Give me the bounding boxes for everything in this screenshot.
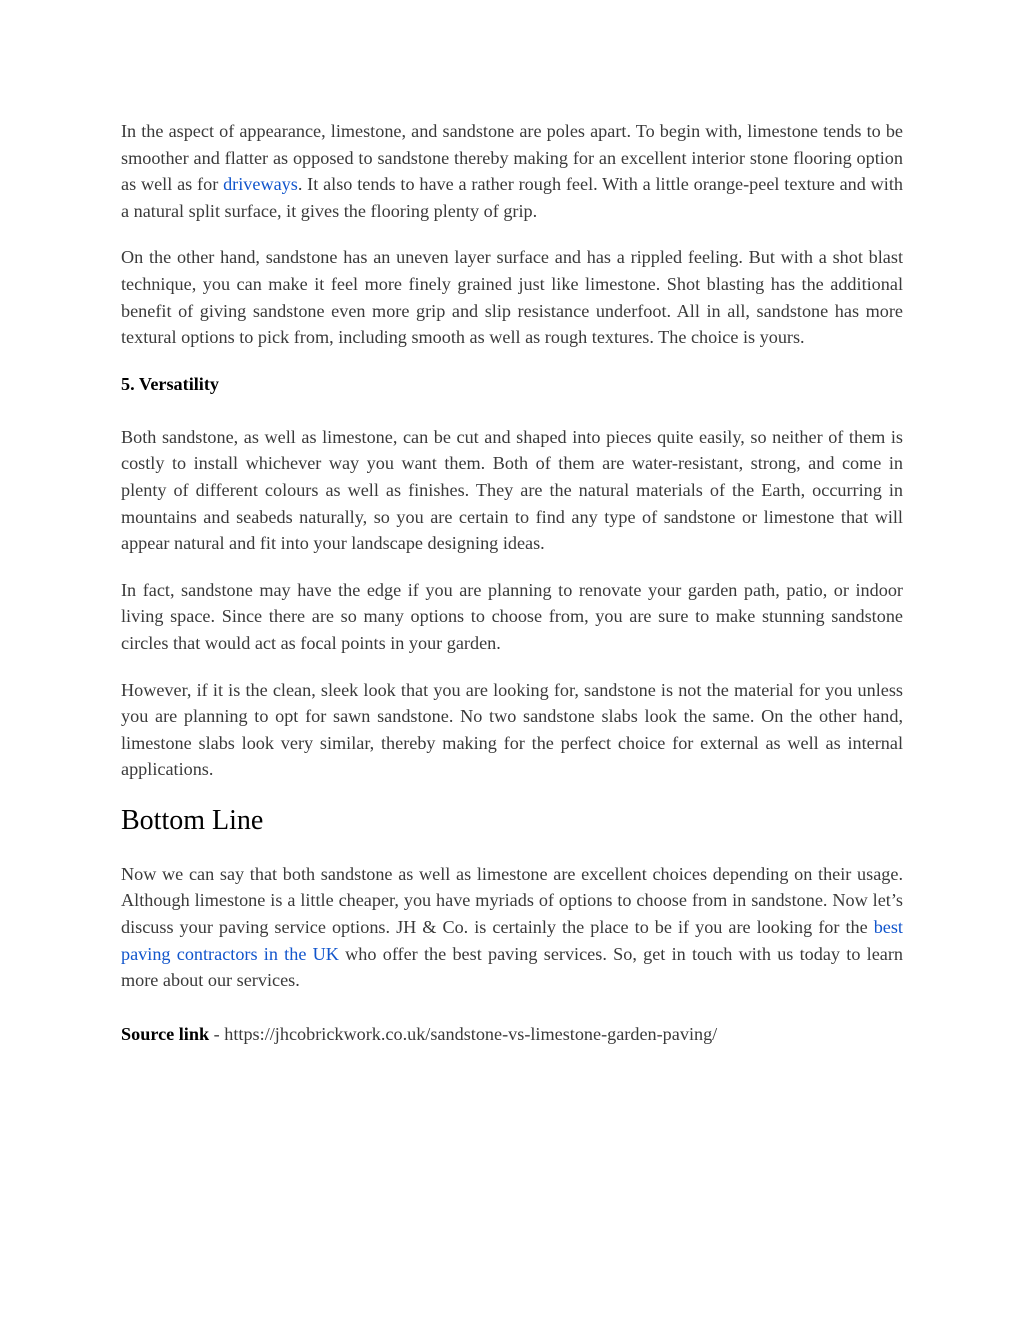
appearance-paragraph-1-text-end: . It also tends to have a rather rough feel. With a little orange-peel texture and with a natural split surface, it gives the flooring plenty of grip. [121, 174, 903, 221]
source-url[interactable]: https://jhcobrickwork.co.uk/sandstone-vs-limestone-garden-paving/ [224, 1023, 718, 1044]
bottom-line-text-start: Now we can say that both sandstone as well as limestone are excellent choices depending on their usage. Although limestone is a little cheaper, you have myriads of options to choose from in sandstone. Now let’s discuss your paving service options. JH & Co. is certainly the place to be if you are looking for the [121, 863, 903, 938]
source-separator: - [209, 1023, 225, 1044]
source-line [121, 1021, 903, 1048]
versatility-paragraph-1: Both sandstone, as well as limestone, can be cut and shaped into pieces quite easily, so neither of them is costly to install whichever way you want them. Both of them are water-resistant, strong, and come in plenty of different colours as well as finishes. They are the natural materials of the Earth, occurring in mountains and seabeds naturally, so you are certain to find any type of sandstone or limestone that will appear natural and fit into your landscape designing ideas. [121, 426, 903, 554]
bottom-line-text-end: who offer the best paving services. So, get in touch with us today to learn more about our services. [121, 943, 904, 991]
document-page [121, 118, 903, 1047]
paving-contractors-link[interactable]: best paving contractors in the UK [121, 917, 903, 964]
appearance-paragraph-2: On the other hand, sandstone has an uneven layer surface and has a rippled feeling. But with a shot blast technique, you can make it feel more finely grained just like limestone. Shot blasting has the additional benefit of giving sandstone even more grip and slip resistance underfoot. All in all, sandstone has more textural options to pick from, including smooth as well as rough textures. The choice is yours. [121, 247, 903, 348]
appearance-paragraph-1-text-start: In the aspect of appearance, limestone, and sandstone are poles apart. To begin with, limestone tends to be smoother and flatter as opposed to sandstone thereby making for an excellent interior stone flooring option as well as for [121, 121, 903, 195]
driveways-link[interactable]: driveways [223, 174, 298, 195]
versatility-heading: 5. Versatility [121, 373, 220, 394]
versatility-paragraph-2: In fact, sandstone may have the edge if you are planning to renovate your garden path, patio, or indoor living space. Since there are so many options to choose from, you are sure to make stunning sandstone circles that would act as focal points in your garden. [121, 579, 903, 653]
versatility-paragraph-3: However, if it is the clean, sleek look that you are looking for, sandstone is not the material for you unless you are planning to opt for sawn sandstone. No two sandstone slabs look the same. On the other hand, limestone slabs look very similar, thereby making for the perfect choice for external as well as internal applications. [121, 679, 903, 780]
bottom-line-heading: Bottom Line [121, 804, 264, 836]
source-label: Source link [121, 1023, 210, 1044]
appearance-paragraph-1 [121, 118, 903, 224]
bottom-line-paragraph [121, 861, 903, 994]
